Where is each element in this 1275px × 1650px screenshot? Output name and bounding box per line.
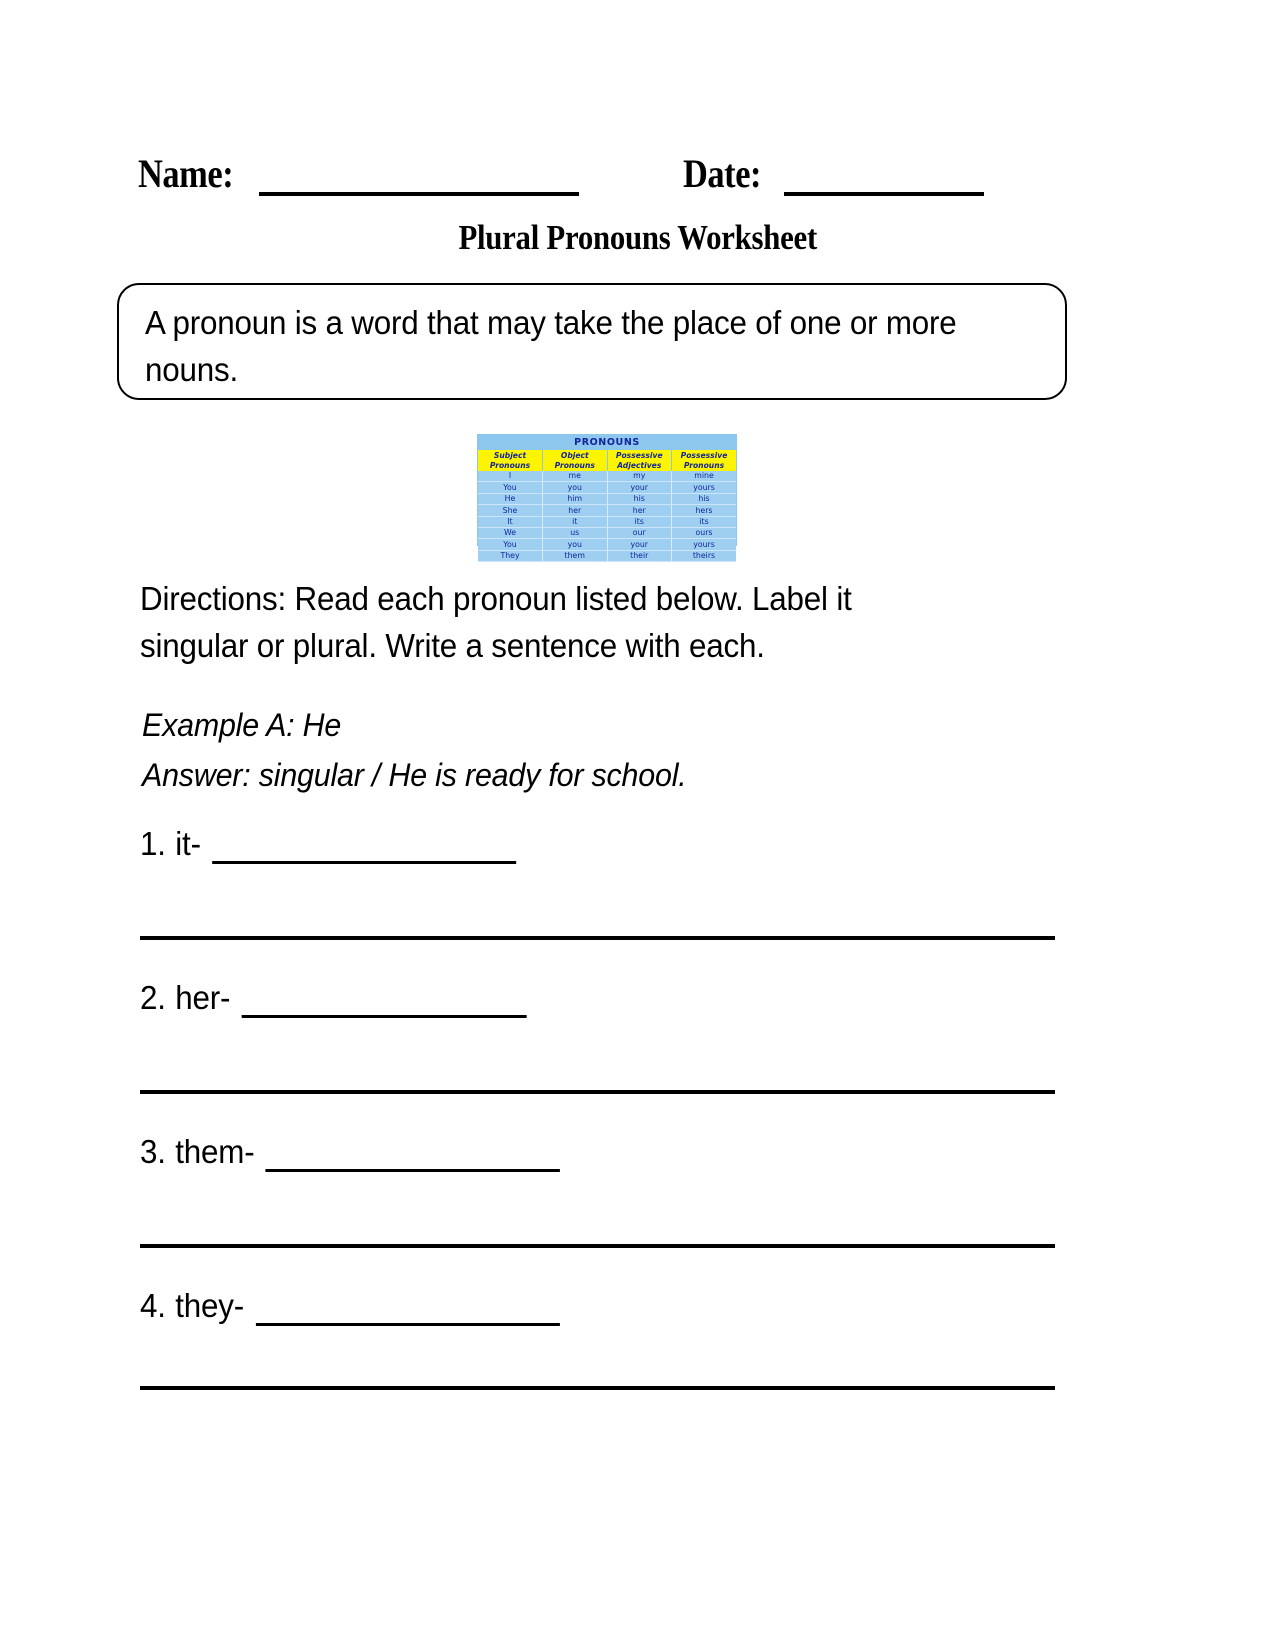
question-item-4 [140,1286,1100,1326]
name-label: Name: [138,151,234,196]
pronouns-table-cell: its [607,516,672,527]
question-3-prompt [140,1132,1052,1172]
question-4-prompt [140,1286,1052,1326]
pronouns-table-cell: you [543,539,608,550]
pronouns-table-cell: We [478,527,543,538]
name-date-row [138,140,1038,196]
date-label: Date: [682,151,761,196]
question-item-2 [140,978,1100,1018]
pronouns-table-column-header: Subject Pronouns [478,450,543,471]
question-3-number: 3. [140,1133,166,1170]
pronouns-table-column-header: Possessive Pronouns [672,450,737,471]
pronouns-table-row [478,471,736,482]
pronouns-table-cell: his [672,493,737,504]
pronouns-table-cell: You [478,539,543,550]
definition-text: A pronoun is a word that may take the place of one or more nouns. [145,304,957,388]
pronouns-table-row [478,527,736,538]
pronouns-table-row [478,550,736,561]
pronouns-table-row [478,539,736,550]
pronouns-table-cell: us [543,527,608,538]
pronouns-table-cell: your [607,482,672,493]
pronouns-table-header-row [478,450,736,471]
pronouns-table-cell: ours [672,527,737,538]
pronouns-table [478,435,736,562]
pronouns-table-cell: hers [672,505,737,516]
question-3-sentence-line[interactable] [140,1244,1055,1248]
date-blank-field[interactable] [784,158,984,196]
directions-line-2: singular or plural. Write a sentence with each. [140,627,765,664]
pronouns-table-cell: They [478,550,543,561]
pronouns-table-cell: my [607,471,672,482]
question-1-label-blank[interactable] [212,833,516,864]
pronouns-table-column-header: Possessive Adjectives [607,450,672,471]
question-1-sentence-line[interactable] [140,936,1055,940]
definition-box [117,283,1067,400]
pronouns-table-cell: She [478,505,543,516]
pronouns-table-cell: its [672,516,737,527]
name-blank-field[interactable] [259,158,579,196]
example-block [142,700,978,800]
question-3-label-blank[interactable] [266,1141,560,1172]
pronouns-table-cell: your [607,539,672,550]
pronouns-table-cell: theirs [672,550,737,561]
pronouns-table-column-header: Object Pronouns [543,450,608,471]
pronouns-table-row [478,505,736,516]
pronouns-table-row [478,482,736,493]
pronouns-table-cell: them [543,550,608,561]
question-4-sentence-line[interactable] [140,1386,1055,1390]
pronouns-table-cell: me [543,471,608,482]
pronouns-table-title-row [478,435,736,450]
question-2-sentence-line[interactable] [140,1090,1055,1094]
pronouns-table-row [478,516,736,527]
question-item-1 [140,824,1100,864]
directions-line-1: Directions: Read each pronoun listed below. Label it [140,580,852,617]
pronouns-table-cell: their [607,550,672,561]
pronouns-table-cell: her [543,505,608,516]
question-2-word: her- [175,979,231,1016]
pronouns-table-cell: him [543,493,608,504]
pronouns-reference-table [477,434,737,561]
pronouns-table-cell: I [478,471,543,482]
example-prompt: Example A: He [142,707,342,743]
question-item-3 [140,1132,1100,1172]
question-1-word: it- [175,825,201,862]
pronouns-table-cell: yours [672,482,737,493]
question-3-word: them- [175,1133,255,1170]
pronouns-table-title: PRONOUNS [478,435,736,450]
question-1-number: 1. [140,825,166,862]
page-title [0,218,1275,258]
question-4-number: 4. [140,1287,166,1324]
pronouns-table-cell: It [478,516,543,527]
pronouns-table-cell: it [543,516,608,527]
question-4-label-blank[interactable] [255,1295,559,1326]
question-4-word: they- [175,1287,245,1324]
pronouns-table-cell: you [543,482,608,493]
pronouns-table-cell: He [478,493,543,504]
pronouns-table-row [478,493,736,504]
question-2-number: 2. [140,979,166,1016]
pronouns-table-cell: our [607,527,672,538]
directions-text [140,575,976,669]
pronouns-table-cell: You [478,482,543,493]
question-2-label-blank[interactable] [242,987,527,1018]
question-1-prompt [140,824,1052,864]
pronouns-table-cell: his [607,493,672,504]
question-2-prompt [140,978,1052,1018]
pronouns-table-cell: yours [672,539,737,550]
page-title-text: Plural Pronouns Worksheet [458,218,817,257]
pronouns-table-cell: her [607,505,672,516]
pronouns-table-cell: mine [672,471,737,482]
example-answer: Answer: singular / He is ready for school. [142,757,687,793]
